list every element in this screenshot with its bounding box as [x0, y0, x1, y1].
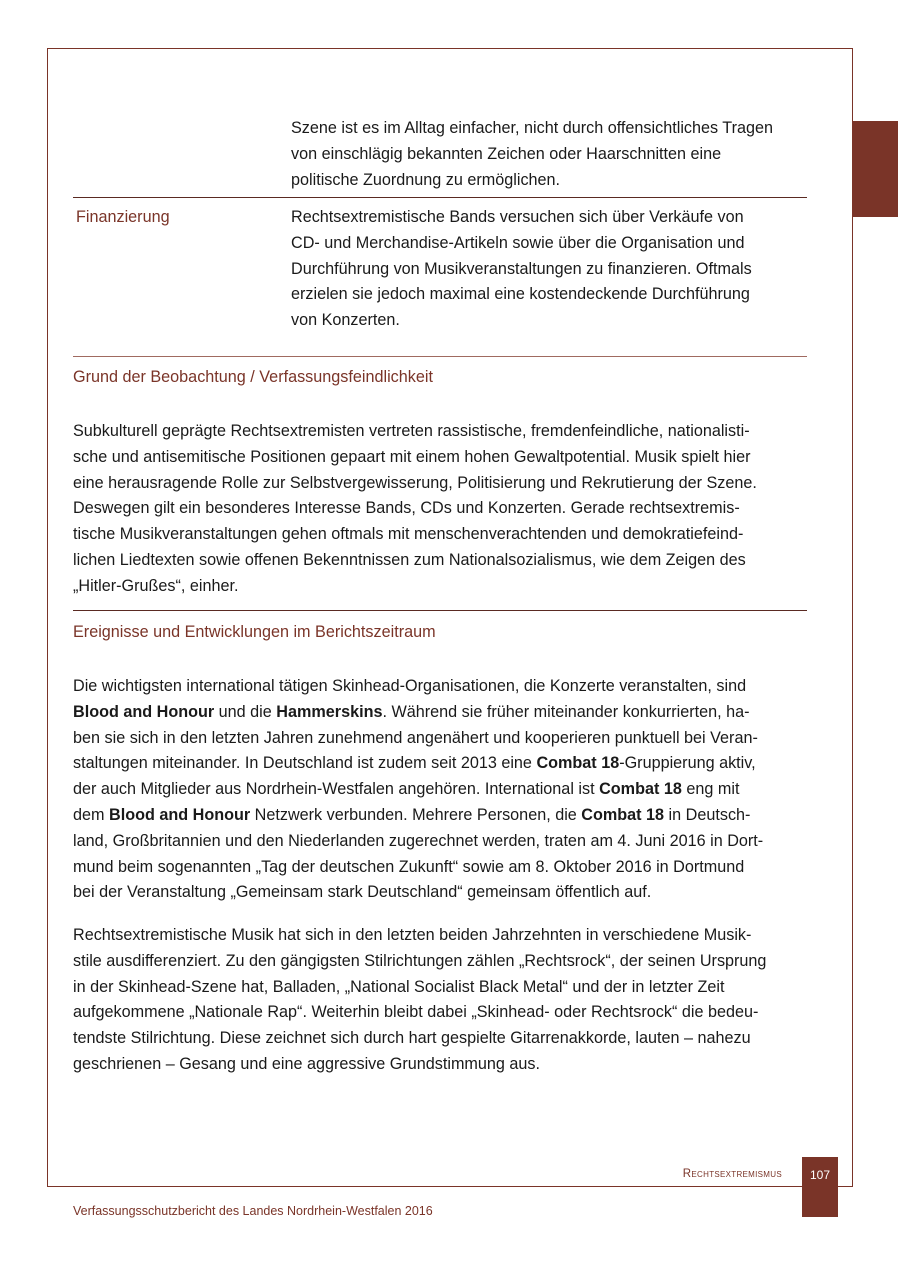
footer-section-label: Rechtsextremismus: [682, 1168, 782, 1180]
section-divider: [73, 356, 807, 357]
table-row-label: Finanzierung: [76, 208, 170, 226]
paragraph: Rechtsextremistische Musik hat sich in den letzten beiden Jahrzehnten in verschiedene Musik- stile ausdifferenziert. Zu den gängigsten Stilrichtungen zählen „Rechtsrock“, der seinen Ursprung in der Skinhead-Szene hat, Balladen, „National Socialist Black Metal“ und der in letzter Zeit aufgekommene „Nationale Rap“. Weiterhin bleibt dabei „Skinhead- oder Rechtsrock“ die bedeu- tendste Stilrichtung. Diese zeichnet sich durch hart gespielte Gitarrenakkorde, lauten – nahezu geschrienen – Gesang und eine aggressive Grundstimmung aus.: [73, 926, 767, 1073]
table-divider: [73, 197, 807, 198]
section-divider: [73, 610, 807, 611]
table-row-text: Szene ist es im Alltag einfacher, nicht durch offensichtliches Tragen von einschlägig bekannten Zeichen oder Haarschnitten eine politische Zuordnung zu ermöglichen.: [291, 119, 773, 189]
chapter-side-tab: [853, 121, 898, 217]
table-row-text: Rechtsextremistische Bands versuchen sich über Verkäufe von CD- und Merchandise-Artikeln sowie über die Organisation und Durchführung von Musikveranstaltungen zu finanzieren. Oftmals erzielen sie jedoch maximal eine kostendeckende Durchführung von Konzerten.: [291, 208, 752, 330]
paragraph: Die wichtigsten international tätigen Skinhead-Organisationen, die Konzerte veranstalten, sind Blood and Honour und die Hammerskins. Während sie früher miteinander konkurrierten, ha- ben sie sich in den letzten Jahren zunehmend angenähert und kooperieren punktuell bei Veran- staltungen miteinander. In Deutschland ist zudem seit 2013 eine Combat 18-Gruppierung aktiv, der auch Mitglieder aus Nordrhein-Westfalen angehören. International ist Combat 18 eng mit dem Blood and Honour Netzwerk verbunden. Mehrere Personen, die Combat 18 in Deutsch- land, Großbritannien und den Niederlanden zugerechnet werden, traten am 4. Juni 2016 in Dort- mund beim sogenannten „Tag der deutschen Zukunft“ sowie am 8. Oktober 2016 in Dortmund bei der Veranstaltung „Gemeinsam stark Deutschland“ gemeinsam öffentlich auf.: [73, 677, 764, 902]
paragraph: Subkulturell geprägte Rechtsextremisten vertreten rassistische, fremdenfeindliche, nationalisti- sche und antisemitische Positionen gepaart mit einem hohen Gewaltpotential. Musik spielt hier eine herausragende Rolle zur Selbstvergewisserung, Politisierung und Rekrutierung der Szene. Deswegen gilt ein besonderes Interesse Bands, CDs und Konzerten. Gerade rechtsextremis- tische Musikveranstaltungen gehen oftmals mit menschenverachtenden und demokratiefeind- lichen Liedtexten sowie offenen Bekenntnissen zum Nationalsozialismus, wie dem Zeigen des „Hitler-Grußes“, einher.: [73, 422, 757, 595]
section-heading: Ereignisse und Entwicklungen im Berichtszeitraum: [73, 623, 436, 641]
section-heading: Grund der Beobachtung / Verfassungsfeindlichkeit: [73, 368, 433, 386]
page-number: 107: [802, 1157, 838, 1217]
footer-publication-title: Verfassungsschutzbericht des Landes Nordrhein-Westfalen 2016: [73, 1204, 433, 1218]
